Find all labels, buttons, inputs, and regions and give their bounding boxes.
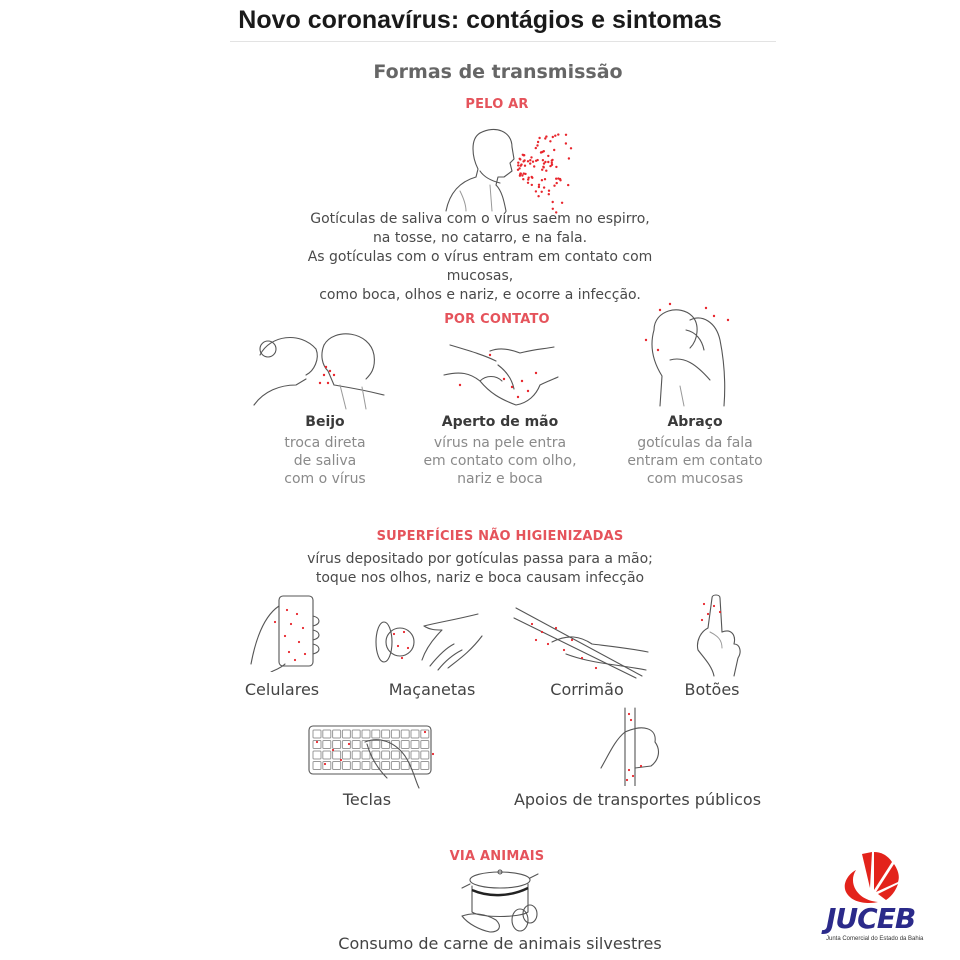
pelo-ar-line: na tosse, no catarro, e na fala.: [372, 230, 588, 246]
droplet: [538, 137, 540, 139]
droplet: [542, 159, 544, 161]
droplet: [532, 161, 534, 163]
sneezing-person-icon: [440, 125, 580, 215]
contact-item-desc: [240, 434, 410, 488]
droplet: [528, 177, 530, 179]
droplet: [533, 165, 535, 167]
superficies-description: [280, 550, 680, 588]
key: [342, 762, 350, 770]
droplet: [541, 151, 543, 153]
section-label-superficies: SUPERFÍCIES NÃO HIGIENIZADAS: [376, 529, 624, 544]
desc-line: em contato com olho,: [423, 453, 577, 469]
surface-label: Teclas: [342, 790, 392, 809]
key: [362, 751, 370, 759]
key: [313, 751, 321, 759]
droplet: [527, 182, 529, 184]
droplet: [552, 136, 554, 138]
surface-label: Apoios de transportes públicos: [513, 790, 762, 809]
contact-item-title: Beijo: [305, 414, 345, 430]
droplet: [548, 190, 550, 192]
key: [401, 730, 409, 738]
contact-item-desc: [610, 434, 780, 488]
droplet: [522, 178, 524, 180]
key: [411, 751, 419, 759]
droplet: [565, 134, 567, 136]
droplet: [551, 164, 553, 166]
key: [333, 741, 341, 749]
page-title: Novo coronavírus: contágios e sintomas: [238, 6, 722, 34]
droplet: [543, 186, 545, 188]
droplet: [548, 193, 550, 195]
key: [391, 762, 399, 770]
key: [323, 762, 331, 770]
droplet: [530, 156, 532, 158]
key: [352, 762, 360, 770]
droplet: [521, 174, 523, 176]
key: [342, 730, 350, 738]
superficies-line: toque nos olhos, nariz e boca causam infecção: [315, 570, 645, 586]
droplet: [545, 170, 547, 172]
key: [323, 741, 331, 749]
droplet: [518, 167, 520, 169]
droplet: [535, 160, 537, 162]
key: [382, 762, 390, 770]
droplet: [549, 140, 551, 142]
droplet: [519, 158, 521, 160]
desc-line: com o vírus: [284, 471, 366, 487]
keyboard-icon: [305, 720, 435, 790]
desc-line: troca direta: [284, 435, 366, 451]
hug-icon: [640, 300, 740, 410]
key: [421, 741, 429, 749]
key: [362, 730, 370, 738]
key: [391, 751, 399, 759]
kiss-icon: [250, 325, 390, 410]
droplet: [529, 159, 531, 161]
droplet: [527, 160, 529, 162]
section-label-por-contato: POR CONTATO: [444, 312, 550, 327]
contact-item-title: Abraço: [667, 414, 723, 430]
key: [411, 741, 419, 749]
droplet: [541, 169, 543, 171]
section-subtitle: Formas de transmissão: [373, 61, 623, 83]
droplet: [517, 164, 519, 166]
droplet: [522, 154, 524, 156]
droplets: [517, 133, 572, 213]
key: [333, 762, 341, 770]
droplet: [547, 155, 549, 157]
button-press-icon: [690, 592, 750, 677]
via-animais-caption: Consumo de carne de animais silvestres: [338, 934, 662, 953]
pelo-ar-line: como boca, olhos e nariz, e ocorre a infecção.: [319, 287, 641, 303]
droplet: [552, 201, 554, 203]
droplets: [626, 713, 642, 781]
droplet: [541, 179, 543, 181]
surface-label: Botões: [684, 680, 740, 699]
droplet: [519, 172, 521, 174]
surface-label: Celulares: [244, 680, 320, 699]
contact-item-title: Aperto de mão: [441, 414, 559, 430]
cooking-pot-icon: [460, 868, 540, 934]
logo-wordmark: JUCEB: [826, 902, 916, 935]
droplet: [544, 161, 546, 163]
key: [362, 762, 370, 770]
droplet: [557, 133, 559, 135]
droplet: [536, 144, 538, 146]
droplet: [565, 142, 567, 144]
droplet: [538, 184, 540, 186]
droplet: [524, 165, 526, 167]
desc-line: com mucosas: [646, 471, 744, 487]
droplet: [557, 177, 559, 179]
pelo-ar-description: [280, 210, 680, 305]
droplet: [537, 195, 539, 197]
logo-tagline: Junta Comercial do Estado da Bahia: [826, 936, 924, 942]
key: [391, 730, 399, 738]
droplet: [567, 184, 569, 186]
pelo-ar-line: Gotículas de saliva com o vírus saem no espirro,: [310, 211, 650, 227]
droplet: [520, 163, 522, 165]
desc-line: entram em contato: [627, 453, 763, 469]
pelo-ar-line: As gotículas com o vírus entram em contato com mucosas,: [307, 249, 653, 284]
droplet: [529, 162, 531, 164]
key: [382, 730, 390, 738]
droplet: [556, 182, 558, 184]
desc-line: vírus na pele entra: [433, 435, 567, 451]
section-label-pelo-ar: PELO AR: [465, 97, 529, 112]
droplet: [553, 185, 555, 187]
droplet: [538, 186, 540, 188]
key: [372, 741, 380, 749]
droplet: [561, 202, 563, 204]
key: [401, 741, 409, 749]
title-divider: [230, 41, 776, 42]
cellphone-icon: [245, 592, 330, 672]
desc-line: gotículas da fala: [637, 435, 753, 451]
droplet: [544, 137, 546, 139]
droplet: [541, 191, 543, 193]
key: [421, 762, 429, 770]
key: [313, 762, 321, 770]
droplet: [547, 161, 549, 163]
droplet: [535, 147, 537, 149]
droplet: [555, 166, 557, 168]
key: [352, 730, 360, 738]
droplets: [645, 303, 729, 351]
key: [382, 751, 390, 759]
droplet: [519, 175, 521, 177]
droplet: [555, 178, 557, 180]
key: [342, 751, 350, 759]
transport-pole-icon: [595, 706, 670, 786]
key: [352, 741, 360, 749]
droplet: [531, 176, 533, 178]
key: [333, 730, 341, 738]
droplet: [523, 159, 525, 161]
droplet: [553, 149, 555, 151]
doorknob-icon: [370, 612, 490, 677]
key: [352, 751, 360, 759]
droplet: [570, 147, 572, 149]
desc-line: nariz e boca: [457, 471, 543, 487]
superficies-line: vírus depositado por gotículas passa para a mão;: [307, 551, 653, 567]
key: [372, 751, 380, 759]
desc-line: de saliva: [293, 453, 357, 469]
key: [411, 762, 419, 770]
droplet: [535, 190, 537, 192]
juceb-logo: [822, 848, 942, 948]
handrail-icon: [512, 604, 652, 679]
key: [411, 730, 419, 738]
droplet: [554, 135, 556, 137]
key: [333, 751, 341, 759]
droplet: [517, 162, 519, 164]
key: [372, 730, 380, 738]
droplets: [459, 354, 537, 398]
key: [401, 762, 409, 770]
droplet: [544, 178, 546, 180]
surface-label: Corrimão: [550, 680, 624, 699]
droplet: [568, 157, 570, 159]
droplet: [531, 184, 533, 186]
key: [421, 751, 429, 759]
droplet: [537, 141, 539, 143]
section-label-via-animais: VIA ANIMAIS: [449, 849, 545, 864]
contact-item-desc: [415, 434, 585, 488]
key: [323, 730, 331, 738]
droplet: [551, 159, 553, 161]
droplet: [542, 166, 544, 168]
handshake-icon: [440, 335, 560, 410]
surface-label: Maçanetas: [388, 680, 476, 699]
key: [313, 730, 321, 738]
key: [323, 751, 331, 759]
